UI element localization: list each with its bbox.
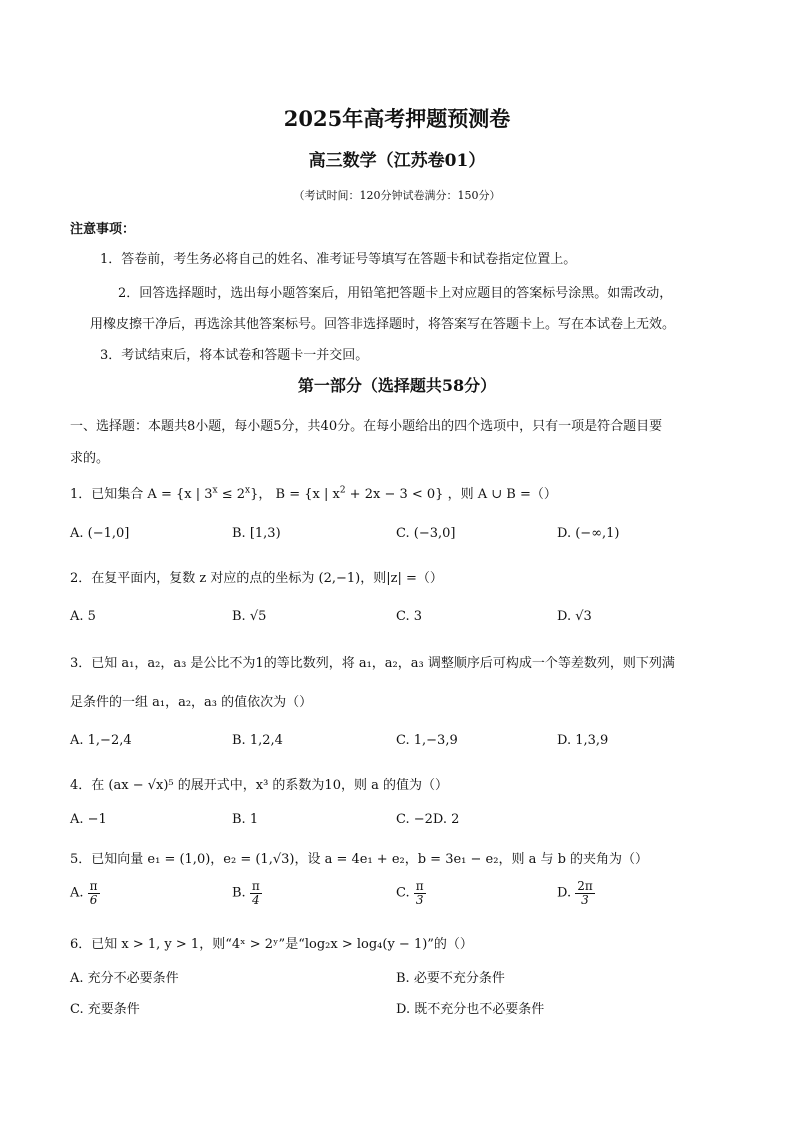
q1-option-d: D. (−∞,1) (557, 526, 620, 541)
exam-info: （考试时间：120分钟试卷满分：150分） (293, 189, 501, 202)
question-6-stem: 6．已知 x > 1, y > 1，则“4ˣ > 2ʸ”是“log₂x > log₄(y − 1)”的（） (70, 937, 473, 952)
question-5-stem: 5．已知向量 e₁ = (1,0)，e₂ = (1,√3)，设 a = 4e₁ + e₂，b = 3e₁ − e₂，则 a 与 b 的夹角为（） (70, 852, 649, 867)
question-1-tail: ，则 A ∪ B =（） (447, 487, 557, 502)
q1-option-c: C. (−3,0] (396, 526, 456, 541)
instructions-line-1: 一、选择题：本题共8小题，每小题5分，共40分。在每小题给出的四个选项中，只有一项是符合题目要 (70, 419, 663, 434)
q6-option-a: A. 充分不必要条件 (70, 971, 179, 986)
q2-option-d: D. √3 (557, 609, 592, 624)
instructions-line-2: 求的。 (70, 451, 110, 466)
fraction: $\frac{2\pi}{3}$ (577, 879, 593, 907)
set-b: B = {x | $x^2 + 2x - 3 < 0$} (275, 485, 444, 502)
q4-option-a: A. −1 (70, 812, 107, 827)
fraction: $\frac{\pi}{3}$ (415, 879, 424, 907)
q2-option-a: A. 5 (70, 609, 96, 624)
q6-option-b: B. 必要不充分条件 (396, 971, 505, 986)
q5-option-a: A. $\frac{\pi}{6}$ (70, 879, 98, 907)
note-item-3: 3．考试结束后，将本试卷和答题卡一并交回。 (100, 348, 369, 363)
note-item-2: 2．回答选择题时，选出每小题答案后，用铅笔把答题卡上对应题目的答案标号涂黑。如需改动， (118, 286, 673, 301)
note-item-1: 1．答卷前，考生务必将自己的姓名、准考证号等填写在答题卡和试卷指定位置上。 (100, 252, 577, 267)
q3-option-a: A. 1,−2,4 (70, 733, 132, 748)
q2-option-c: C. 3 (396, 609, 423, 624)
q2-option-b: B. √5 (232, 609, 267, 624)
q3-option-d: D. 1,3,9 (557, 733, 609, 748)
page-subtitle: 高三数学（江苏卷01） (308, 151, 486, 171)
q4-option-b: B. 1 (232, 812, 259, 827)
q3-option-c: C. 1,−3,9 (396, 733, 458, 748)
notes-heading: 注意事项： (70, 222, 136, 237)
q5-option-b: B. $\frac{\pi}{4}$ (232, 879, 260, 907)
q6-option-d: D. 既不充分也不必要条件 (396, 1002, 545, 1017)
question-3-stem-line-1: 3．已知 a₁，a₂，a₃ 是公比不为1的等比数列，将 a₁，a₂，a₃ 调整顺序后可构成一个等差数列，则下列满 (70, 656, 675, 671)
fraction: $\frac{\pi}{6}$ (89, 879, 98, 907)
question-4-stem: 4．在 (ax − √x)⁵ 的展开式中，x³ 的系数为10，则 a 的值为（） (70, 778, 448, 793)
question-2-stem: 2．在复平面内，复数 z 对应的点的坐标为 (2,−1)，则|z| =（） (70, 571, 443, 586)
set-a: A = {x | $3^x \le 2^x$}， (147, 485, 272, 502)
part-heading: 第一部分（选择题共58分） (297, 376, 497, 395)
question-3-stem-line-2: 足条件的一组 a₁，a₂，a₃ 的值依次为（） (70, 695, 313, 710)
fraction: $\frac{\pi}{4}$ (251, 879, 260, 907)
page-title: 2025年高考押题预测卷 (283, 106, 511, 131)
question-1-stem (70, 483, 557, 502)
q5-option-d: D. $\frac{2\pi}{3}$ (557, 879, 593, 907)
q1-option-a: A. (−1,0] (70, 526, 130, 541)
q1-option-b: B. [1,3) (232, 526, 281, 541)
q6-option-c: C. 充要条件 (70, 1002, 140, 1017)
q5-option-c: C. $\frac{\pi}{3}$ (396, 879, 424, 907)
q3-option-b: B. 1,2,4 (232, 733, 283, 748)
q4-option-cd: C. −2D. 2 (396, 812, 460, 827)
question-1-number: 1．已知集合 (70, 487, 144, 502)
note-item-2-cont: 用橡皮擦干净后，再选涂其他答案标号。回答非选择题时，将答案写在答题卡上。写在本试卷上无效。 (90, 317, 676, 332)
